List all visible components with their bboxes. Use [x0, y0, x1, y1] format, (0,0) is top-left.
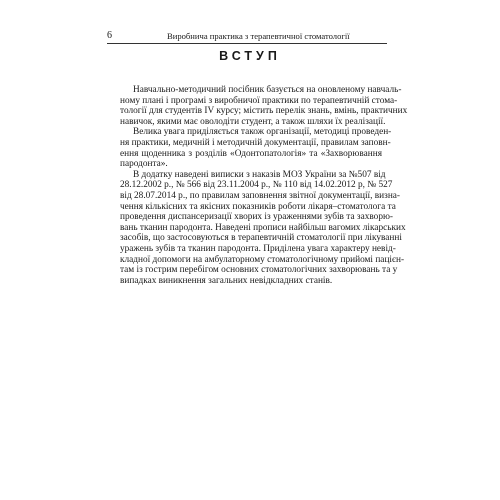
text-line: від 28.07.2014 р., по правилам заповнення звітної документації, визна-: [120, 190, 401, 201]
text-line: Навчально-методичний посібник базується на оновленому навчаль-: [133, 85, 402, 95]
text-line: ному плані і програмі з виробничої практики по терапевтичній стома-: [120, 95, 398, 106]
page-number: 6: [107, 30, 112, 41]
paragraph-1: [120, 85, 408, 127]
text-line: чення кількісних та якісних показників роботи лікаря–стоматолога та: [120, 201, 396, 212]
text-line: 28.12.2002 р., № 566 від 23.11.2004 р., № 110 від 14.02.2012 р, № 527: [120, 180, 393, 191]
page-header: [107, 30, 387, 44]
section-heading: ВСТУП: [219, 49, 281, 63]
body-text: [120, 85, 408, 286]
text-line: проведення диспансеризації хворих із ураженнями зубів та захворю-: [120, 212, 394, 223]
text-line: навичок, якими має оволодіти студент, а також шляхи їх реалізації.: [120, 116, 386, 127]
text-line: Велика увага приділяється також організації, методиці проведен-: [133, 127, 392, 138]
text-line: вань тканин пародонта. Наведені прописи найбільш вагомих лікарських: [120, 222, 406, 233]
running-title: Виробнича практика з терапевтичної стоматології: [167, 31, 350, 41]
text-line: засобів, що застосовуються в терапевтичній стоматології при лікуванні: [120, 233, 402, 244]
text-line: кладної допомоги на амбулаторному стоматологічному прийомі пацієн-: [120, 254, 405, 265]
header-rule: [107, 43, 387, 44]
text-line: випадках виникнення загальних невідкладних станів.: [120, 275, 333, 286]
text-line: ення щоденника з розділів «Одонтопатологія» та «Захворювання: [120, 148, 382, 159]
text-line: тології для студентів IV курсу; містить перелік знань, вмінь, практичних: [120, 106, 408, 117]
paragraph-3: [120, 169, 406, 287]
text-line: уражень зубів та тканин пародонта. Приділена увага характеру невід-: [120, 243, 396, 254]
paragraph-2: [120, 127, 392, 170]
text-line: ня практики, медичній і методичній документації, правилам заповн-: [120, 137, 391, 148]
text-line: пародонта».: [120, 159, 168, 170]
text-line: В додатку наведені виписки з наказів МОЗ України за №507 від: [133, 169, 386, 180]
text-line: там із гострим перебігом основних стоматологічних захворювань та у: [120, 265, 398, 276]
